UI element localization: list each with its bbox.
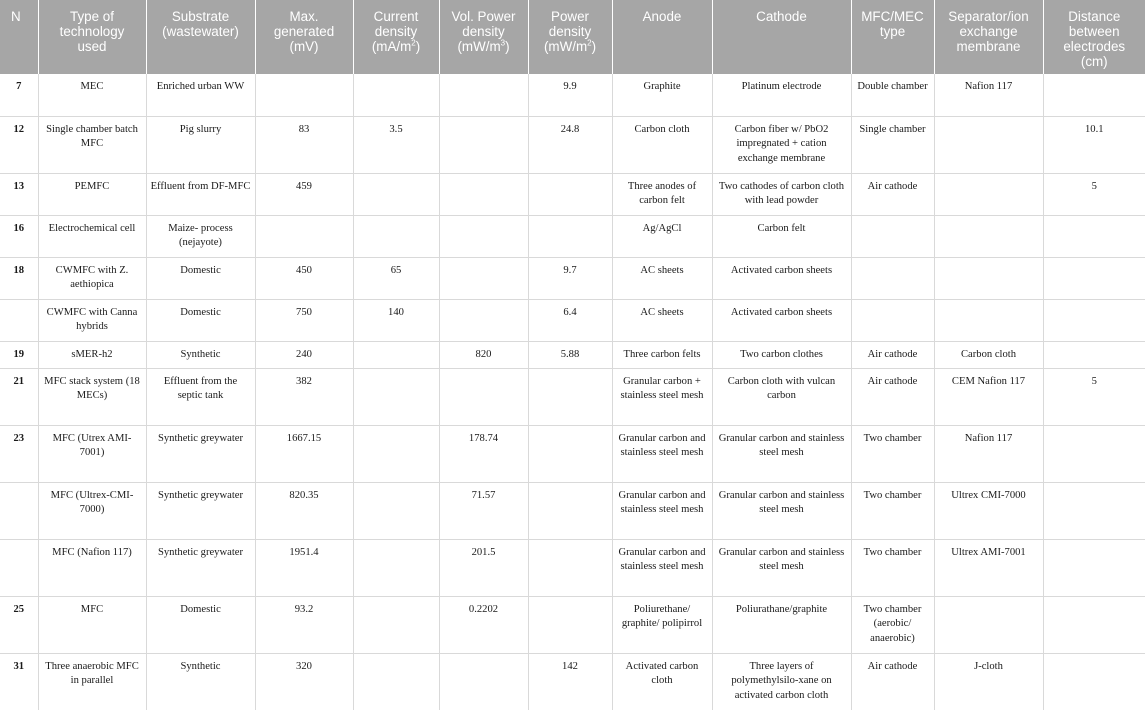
cell-mfc-type: Air cathode (851, 341, 934, 368)
cell-separator (934, 596, 1043, 653)
cell-substrate: Synthetic (146, 653, 255, 710)
cell-cathode: Three layers of polymethylsilo-xane on activated carbon cloth (712, 653, 851, 710)
cell-n: 18 (0, 257, 38, 299)
cell-mfc-type (851, 299, 934, 341)
cell-n (0, 539, 38, 596)
cell-technology: CWMFC with Z. aethiopica (38, 257, 146, 299)
cell-technology: MFC (Nafion 117) (38, 539, 146, 596)
cell-distance (1043, 425, 1145, 482)
cell-distance (1043, 596, 1145, 653)
table-row (0, 653, 1145, 710)
cell-technology: MFC stack system (18 MECs) (38, 368, 146, 425)
cell-power-density: 6.4 (528, 299, 612, 341)
cell-distance (1043, 482, 1145, 539)
cell-power-density (528, 215, 612, 257)
cell-n: 13 (0, 173, 38, 215)
table-row (0, 341, 1145, 368)
cell-substrate: Domestic (146, 257, 255, 299)
cell-separator: Nafion 117 (934, 425, 1043, 482)
cell-technology: PEMFC (38, 173, 146, 215)
cell-power-density (528, 539, 612, 596)
cell-cathode: Carbon fiber w/ PbO2 impregnated + cation exchange membrane (712, 116, 851, 173)
header-row (0, 0, 1145, 74)
cell-max-generated: 820.35 (255, 482, 353, 539)
cell-cathode: Activated carbon sheets (712, 299, 851, 341)
cell-vol-power-density: 0.2202 (439, 596, 528, 653)
cell-cathode: Carbon felt (712, 215, 851, 257)
cell-power-density: 142 (528, 653, 612, 710)
cell-mfc-type: Two chamber (851, 482, 934, 539)
cell-vol-power-density (439, 215, 528, 257)
header-substrate: Substrate (wastewater) (146, 0, 255, 74)
cell-n (0, 299, 38, 341)
cell-vol-power-density (439, 257, 528, 299)
cell-substrate: Domestic (146, 299, 255, 341)
table-header (0, 0, 1145, 74)
cell-cathode: Platinum electrode (712, 74, 851, 116)
header-cathode: Cathode (712, 0, 851, 74)
cell-max-generated (255, 74, 353, 116)
cell-current-density: 65 (353, 257, 439, 299)
header-vol-power-density: Vol. Power density $(mW/m^3)$ (439, 0, 528, 74)
table-row (0, 299, 1145, 341)
cell-mfc-type: Air cathode (851, 368, 934, 425)
header-technology: Type of technology used (38, 0, 146, 74)
table-row (0, 257, 1145, 299)
cell-n: 12 (0, 116, 38, 173)
cell-substrate: Pig slurry (146, 116, 255, 173)
cell-anode: Granular carbon and stainless steel mesh (612, 482, 712, 539)
cell-n (0, 482, 38, 539)
cell-technology: sMER-h2 (38, 341, 146, 368)
cell-n: 25 (0, 596, 38, 653)
cell-separator (934, 173, 1043, 215)
cell-max-generated: 240 (255, 341, 353, 368)
cell-max-generated: 320 (255, 653, 353, 710)
table-row (0, 173, 1145, 215)
cell-vol-power-density: 820 (439, 341, 528, 368)
header-anode: Anode (612, 0, 712, 74)
cell-max-generated: 1667.15 (255, 425, 353, 482)
cell-n: 16 (0, 215, 38, 257)
cell-cathode: Two cathodes of carbon cloth with lead powder (712, 173, 851, 215)
cell-technology: Electrochemical cell (38, 215, 146, 257)
cell-separator: Ultrex AMI-7001 (934, 539, 1043, 596)
cell-distance (1043, 299, 1145, 341)
cell-mfc-type: Two chamber (aerobic/ anaerobic) (851, 596, 934, 653)
cell-max-generated: 382 (255, 368, 353, 425)
cell-vol-power-density (439, 116, 528, 173)
cell-separator (934, 215, 1043, 257)
cell-power-density (528, 173, 612, 215)
cell-current-density: 3.5 (353, 116, 439, 173)
cell-anode: Granular carbon and stainless steel mesh (612, 425, 712, 482)
table-row (0, 215, 1145, 257)
cell-power-density (528, 425, 612, 482)
cell-technology: Single chamber batch MFC (38, 116, 146, 173)
header-separator: Separator/ion exchange membrane (934, 0, 1043, 74)
header-power-density: Power density $(mW/m^2)$ (528, 0, 612, 74)
cell-cathode: Two carbon clothes (712, 341, 851, 368)
cell-mfc-type: Double chamber (851, 74, 934, 116)
cell-mfc-type: Two chamber (851, 425, 934, 482)
cell-vol-power-density (439, 173, 528, 215)
cell-separator: CEM Nafion 117 (934, 368, 1043, 425)
table-row (0, 74, 1145, 116)
cell-distance (1043, 539, 1145, 596)
cell-substrate: Synthetic greywater (146, 482, 255, 539)
cell-max-generated: 1951.4 (255, 539, 353, 596)
cell-substrate: Synthetic (146, 341, 255, 368)
cell-current-density (353, 341, 439, 368)
cell-current-density: 140 (353, 299, 439, 341)
cell-current-density (353, 425, 439, 482)
cell-max-generated: 83 (255, 116, 353, 173)
cell-power-density (528, 368, 612, 425)
cell-anode: AC sheets (612, 299, 712, 341)
cell-current-density (353, 539, 439, 596)
table-body (0, 74, 1145, 710)
table-row (0, 368, 1145, 425)
cell-distance (1043, 74, 1145, 116)
cell-current-density (353, 215, 439, 257)
cell-technology: MFC (Utrex AMI-7001) (38, 425, 146, 482)
cell-substrate: Maize- process (nejayote) (146, 215, 255, 257)
cell-anode: Granular carbon and stainless steel mesh (612, 539, 712, 596)
cell-distance (1043, 257, 1145, 299)
cell-mfc-type (851, 257, 934, 299)
cell-separator: J-cloth (934, 653, 1043, 710)
cell-separator (934, 257, 1043, 299)
header-current-density: Current density $(mA/m^2)$ (353, 0, 439, 74)
cell-power-density: 9.7 (528, 257, 612, 299)
cell-anode: AC sheets (612, 257, 712, 299)
header-distance: Distance between electrodes (cm) (1043, 0, 1145, 74)
cell-vol-power-density (439, 368, 528, 425)
cell-anode: Carbon cloth (612, 116, 712, 173)
cell-distance (1043, 341, 1145, 368)
cell-n: 19 (0, 341, 38, 368)
cell-separator (934, 299, 1043, 341)
cell-vol-power-density: 201.5 (439, 539, 528, 596)
cell-substrate: Synthetic greywater (146, 539, 255, 596)
cell-power-density: 9.9 (528, 74, 612, 116)
cell-current-density (353, 368, 439, 425)
cell-n: 7 (0, 74, 38, 116)
cell-mfc-type: Single chamber (851, 116, 934, 173)
cell-cathode: Granular carbon and stainless steel mesh (712, 425, 851, 482)
cell-mfc-type (851, 215, 934, 257)
cell-mfc-type: Two chamber (851, 539, 934, 596)
header-n: N (0, 0, 38, 74)
cell-anode: Granular carbon + stainless steel mesh (612, 368, 712, 425)
cell-distance (1043, 653, 1145, 710)
cell-separator (934, 116, 1043, 173)
header-mfc-type: MFC/MEC type (851, 0, 934, 74)
cell-substrate: Effluent from the septic tank (146, 368, 255, 425)
cell-max-generated: 750 (255, 299, 353, 341)
cell-anode: Three carbon felts (612, 341, 712, 368)
cell-distance (1043, 215, 1145, 257)
cell-distance: 5 (1043, 368, 1145, 425)
table-row (0, 596, 1145, 653)
cell-mfc-type: Air cathode (851, 653, 934, 710)
cell-power-density (528, 482, 612, 539)
cell-cathode: Activated carbon sheets (712, 257, 851, 299)
cell-n: 23 (0, 425, 38, 482)
cell-vol-power-density: 178.74 (439, 425, 528, 482)
cell-anode: Three anodes of carbon felt (612, 173, 712, 215)
cell-anode: Activated carbon cloth (612, 653, 712, 710)
cell-distance: 5 (1043, 173, 1145, 215)
cell-vol-power-density: 71.57 (439, 482, 528, 539)
cell-current-density (353, 596, 439, 653)
table-row (0, 116, 1145, 173)
cell-cathode: Carbon cloth with vulcan carbon (712, 368, 851, 425)
cell-current-density (353, 173, 439, 215)
cell-vol-power-density (439, 299, 528, 341)
cell-power-density: 24.8 (528, 116, 612, 173)
cell-technology: CWMFC with Canna hybrids (38, 299, 146, 341)
cell-max-generated: 450 (255, 257, 353, 299)
cell-n: 21 (0, 368, 38, 425)
cell-power-density: 5.88 (528, 341, 612, 368)
cell-technology: MEC (38, 74, 146, 116)
cell-substrate: Domestic (146, 596, 255, 653)
cell-cathode: Granular carbon and stainless steel mesh (712, 539, 851, 596)
cell-power-density (528, 596, 612, 653)
cell-current-density (353, 653, 439, 710)
cell-max-generated: 459 (255, 173, 353, 215)
cell-anode: Poliurethane/ graphite/ polipirrol (612, 596, 712, 653)
cell-max-generated: 93.2 (255, 596, 353, 653)
cell-technology: MFC (Ultrex-CMI-7000) (38, 482, 146, 539)
cell-vol-power-density (439, 653, 528, 710)
cell-cathode: Poliurathane/graphite (712, 596, 851, 653)
cell-substrate: Synthetic greywater (146, 425, 255, 482)
table-row (0, 425, 1145, 482)
cell-cathode: Granular carbon and stainless steel mesh (712, 482, 851, 539)
table-row (0, 482, 1145, 539)
cell-vol-power-density (439, 74, 528, 116)
cell-anode: Graphite (612, 74, 712, 116)
cell-separator: Carbon cloth (934, 341, 1043, 368)
cell-anode: Ag/AgCl (612, 215, 712, 257)
cell-separator: Ultrex CMI-7000 (934, 482, 1043, 539)
cell-current-density (353, 74, 439, 116)
table-row (0, 539, 1145, 596)
cell-substrate: Effluent from DF-MFC (146, 173, 255, 215)
cell-mfc-type: Air cathode (851, 173, 934, 215)
cell-n: 31 (0, 653, 38, 710)
cell-substrate: Enriched urban WW (146, 74, 255, 116)
cell-max-generated (255, 215, 353, 257)
cell-separator: Nafion 117 (934, 74, 1043, 116)
cell-distance: 10.1 (1043, 116, 1145, 173)
cell-technology: MFC (38, 596, 146, 653)
cell-current-density (353, 482, 439, 539)
cell-technology: Three anaerobic MFC in parallel (38, 653, 146, 710)
header-max-generated: Max. generated (mV) (255, 0, 353, 74)
